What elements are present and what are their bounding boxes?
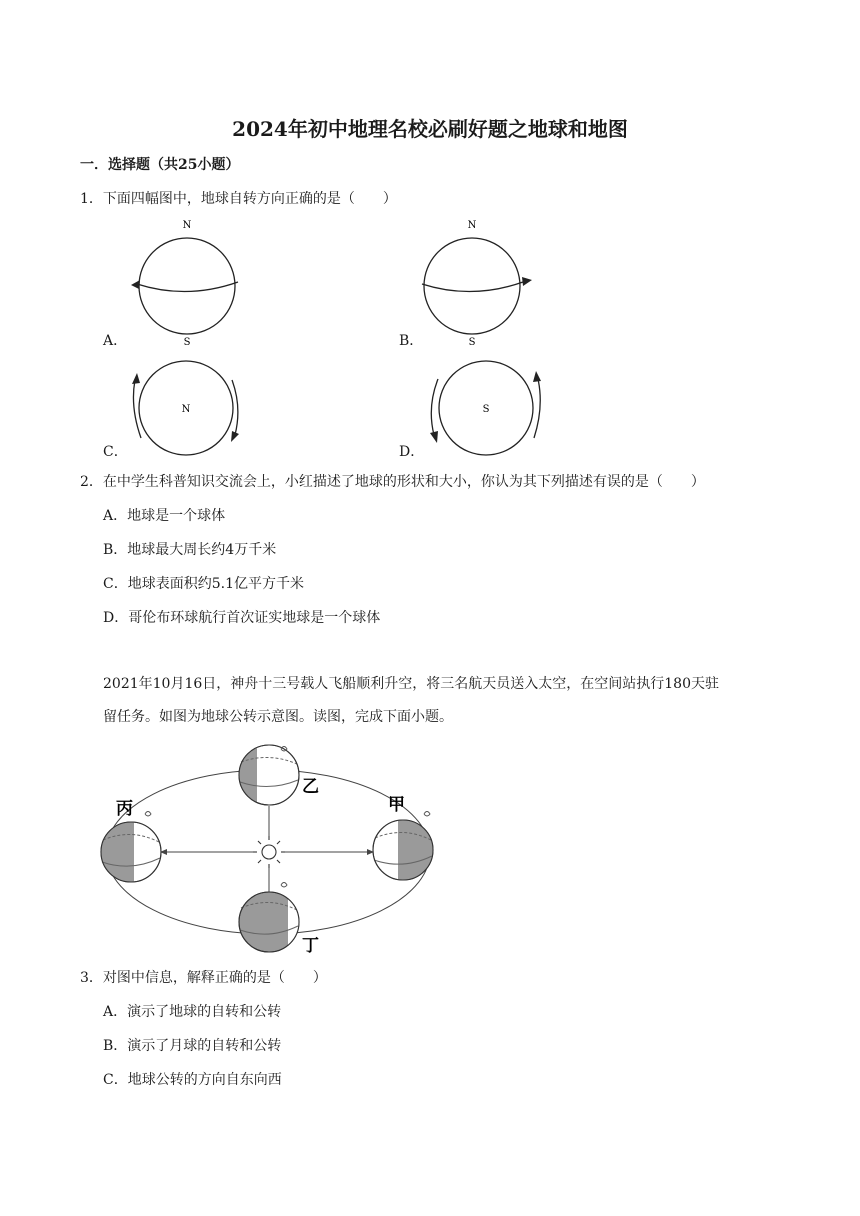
q3-option-c[interactable]: C．地球公转的方向自东向西 <box>103 1072 282 1088</box>
south-pole-label: S <box>183 337 191 347</box>
q2-option-a[interactable]: A．地球是一个球体 <box>103 508 226 524</box>
passage-line-2: 留任务。如图为地球公转示意图。读图，完成下面小题。 <box>103 709 453 725</box>
north-pole-label: N <box>467 220 477 231</box>
q2-option-b[interactable]: B．地球最大周长约4万千米 <box>103 542 277 558</box>
q2-option-c[interactable]: C．地球表面积约5.1亿平方千米 <box>103 576 304 592</box>
q3-option-b[interactable]: B．演示了月球的自转和公转 <box>103 1038 282 1054</box>
page-title: 2024年初中地理名校必刷好题之地球和地图 <box>232 117 628 141</box>
earth-yi <box>239 745 299 807</box>
earth-jia <box>373 820 438 882</box>
globe-b-diagram <box>410 212 540 347</box>
question-2-stem: 2．在中学生科普知识交流会上，小红描述了地球的形状和大小，你认为其下列描述有误的是（ ） <box>80 474 705 490</box>
figure-b[interactable] <box>410 212 540 347</box>
option-a-label[interactable]: A． <box>103 333 128 349</box>
globe-a-diagram <box>125 212 255 347</box>
label-bing: 丙 <box>116 799 133 819</box>
orbit-svg <box>98 742 443 957</box>
sun-icon <box>253 836 285 868</box>
question-1-stem: 1．下面四幅图中，地球自转方向正确的是（ ） <box>80 191 397 207</box>
section-heading: 一．选择题（共25小题） <box>80 157 240 173</box>
globe-d-diagram <box>420 355 550 460</box>
passage-line-1: 2021年10月16日，神舟十三号载人飞船顺利升空，将三名航天员送入太空，在空间站执行180天驻 <box>103 676 719 692</box>
figure-a[interactable] <box>125 212 255 347</box>
label-jia: 甲 <box>388 795 405 815</box>
label-ding: 丁 <box>302 936 319 956</box>
globe-c-diagram <box>125 355 255 460</box>
question-3-stem: 3．对图中信息，解释正确的是（ ） <box>80 970 327 986</box>
earth-ding <box>239 892 302 954</box>
earth-bing <box>100 822 161 884</box>
north-pole-label: N <box>182 220 192 231</box>
option-b-label[interactable]: B． <box>399 333 424 349</box>
south-pole-label: S <box>482 404 490 415</box>
q2-option-d[interactable]: D．哥伦布环球航行首次证实地球是一个球体 <box>103 610 381 626</box>
figure-d[interactable] <box>420 355 550 460</box>
label-yi: 乙 <box>302 777 319 797</box>
passage-text <box>103 668 793 734</box>
figure-c[interactable] <box>125 355 255 460</box>
option-c-label[interactable]: C． <box>103 444 128 460</box>
earth-revolution-diagram <box>98 742 443 957</box>
q3-option-a[interactable]: A．演示了地球的自转和公转 <box>103 1004 282 1020</box>
north-pole-label: N <box>181 404 191 415</box>
south-pole-label: S <box>468 337 476 347</box>
option-d-label[interactable]: D． <box>399 444 425 460</box>
